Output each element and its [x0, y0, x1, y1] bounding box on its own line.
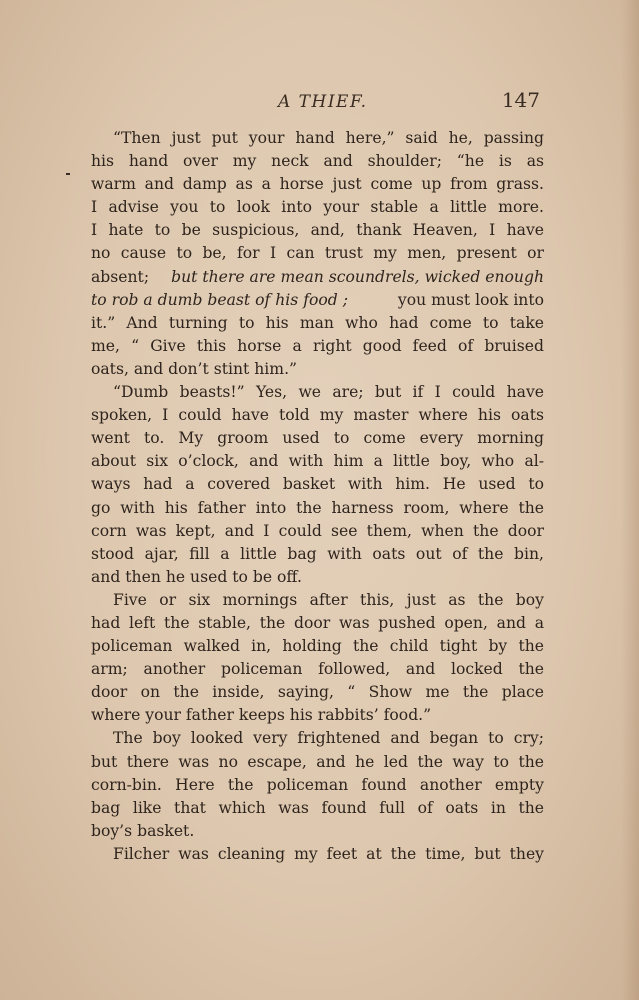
text-segment-italic: but there are mean scoundrels, wicked enough	[171, 267, 544, 286]
text-line: stood ajar, fill a little bag with oats out of the bin,	[91, 544, 544, 563]
text-segment-italic: to rob a dumb beast of his food ;	[91, 290, 348, 309]
text-line: no cause to be, for I can trust my men, present or	[91, 244, 544, 263]
text-line: door on the inside, saying, “ Show me the place	[91, 683, 544, 702]
text-line: The boy looked very frightened and began to cry;	[113, 729, 544, 748]
text-line: had left the stable, the door was pushed open, and a	[91, 613, 544, 632]
text-line: it.” And turning to his man who had come to take	[91, 313, 544, 332]
text-line: I hate to be suspicious, and, thank Heaven, I have	[91, 221, 544, 240]
text-line: spoken, I could have told my master where his oats	[91, 406, 544, 425]
running-title: A THIEF.	[278, 92, 368, 112]
text-line: warm and damp as a horse just come up from grass.	[91, 175, 544, 194]
running-head	[90, 88, 542, 118]
text-line: “Dumb beasts!” Yes, we are; but if I could have	[113, 383, 544, 402]
text-line: where your father keeps his rabbits’ food.”	[91, 706, 432, 725]
text-line: Five or six mornings after this, just as the boy	[113, 590, 544, 609]
text-line: bag like that which was found full of oats in the	[91, 798, 544, 817]
text-line: me, “ Give this horse a right good feed of bruised	[91, 336, 544, 355]
text-line: Filcher was cleaning my feet at the time, but they	[113, 844, 544, 863]
text-segment: you must look into	[397, 290, 544, 309]
text-line: corn-bin. Here the policeman found another empty	[91, 775, 544, 794]
text-line: corn was kept, and I could see them, when the door	[91, 521, 544, 540]
text-line: policeman walked in, holding the child tight by the	[91, 637, 544, 656]
text-line: ways had a covered basket with him. He used to	[91, 475, 544, 494]
text-line: I advise you to look into your stable a little more.	[91, 198, 544, 217]
text-line: boy’s basket.	[91, 821, 195, 840]
page-edge-shadow	[621, 0, 639, 1000]
text-line: arm; another policeman followed, and locked the	[91, 660, 544, 679]
text-line: his hand over my neck and shoulder; “he is as	[91, 152, 544, 171]
body-text	[91, 127, 544, 866]
text-line: but there was no escape, and he led the way to the	[91, 752, 544, 771]
page-number: 147	[501, 88, 540, 112]
text-line	[91, 289, 544, 312]
text-line: “Then just put your hand here,” said he, passing	[113, 129, 544, 147]
text-line: about six o’clock, and with him a little boy, who al-	[91, 452, 544, 471]
text-line: and then he used to be off.	[91, 567, 302, 586]
margin-mark	[66, 173, 70, 175]
text-line: went to. My groom used to come every morning	[91, 429, 544, 448]
text-line: go with his father into the harness room, where the	[91, 498, 544, 517]
text-segment: absent;	[91, 267, 150, 286]
text-line	[91, 266, 544, 289]
text-line: oats, and don’t stint him.”	[91, 359, 298, 378]
